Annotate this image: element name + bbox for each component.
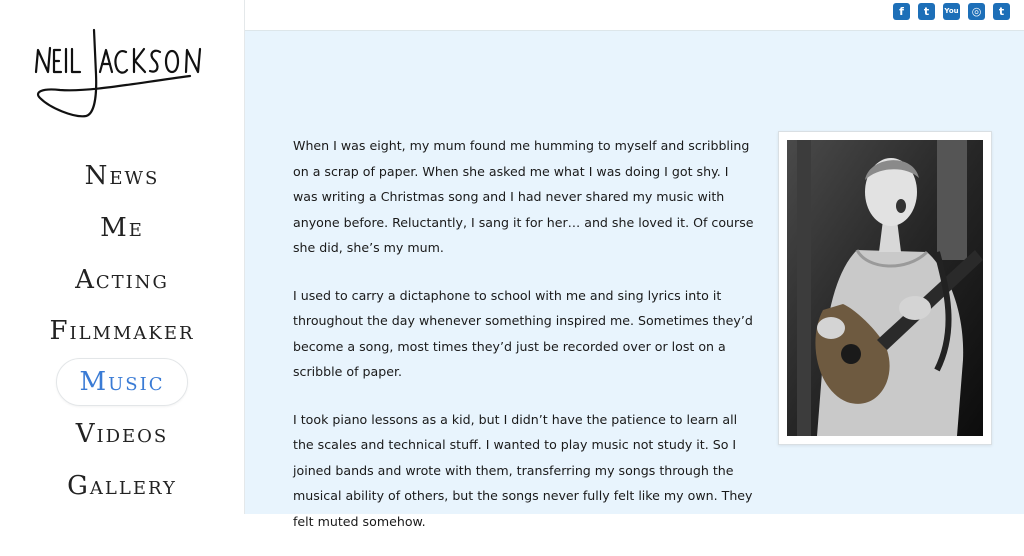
sidebar [0,0,245,514]
article-paragraph: I used to carry a dictaphone to school with me and sing lyrics into it throughout the day whenever something inspired me. Sometimes they’d become a song, most times they’d just be recorded over or lost on a scribble of paper. [293,287,753,379]
musician-photo [787,140,983,436]
social-links [885,3,1010,23]
nav-item-label: Videos [75,419,169,449]
nav-item-acting[interactable] [0,256,244,304]
logo-signature [30,28,210,120]
nav-item-label: Music [56,358,187,406]
tumblr-icon[interactable]: t [993,3,1010,20]
nav-item-me[interactable] [0,204,244,252]
nav-item-label: Gallery [67,471,177,501]
nav-item-label: News [84,161,160,191]
nav-item-music[interactable] [0,358,244,406]
site-logo[interactable] [30,28,210,120]
nav-item-videos[interactable] [0,410,244,458]
nav-item-filmmaker[interactable] [0,307,244,355]
facebook-icon[interactable]: f [893,3,910,20]
nav-item-label: Me [100,213,144,243]
main-content [245,31,1024,529]
article-paragraph: When I was eight, my mum found me humming to myself and scribbling on a scrap of paper. When she asked me what I was doing I got shy. I was writing a Christmas song and I had never shared my music with anyone before. Reluctantly, I sang it for her… and she loved it. Of course she did, she’s my mum. [293,138,754,255]
top-bar [245,0,1024,31]
music-article [293,133,755,556]
nav-item-label: Filmmaker [49,316,195,346]
instagram-icon[interactable]: ◎ [968,3,985,20]
nav-item-news[interactable] [0,152,244,200]
twitter-icon[interactable]: t [918,3,935,20]
photo-frame [778,131,992,445]
article-paragraph: I took piano lessons as a kid, but I didn’t have the patience to learn all the scales and technical stuff. I wanted to play music not study it. So I joined bands and wrote with them, transferring my songs through the musical ability of others, but the songs never fully felt like my own. They felt muted somehow. [293,411,753,529]
photo-illustration [787,140,983,436]
youtube-icon[interactable]: You [943,3,960,20]
nav-item-gallery[interactable] [0,462,244,510]
nav-item-label: Acting [75,265,169,295]
